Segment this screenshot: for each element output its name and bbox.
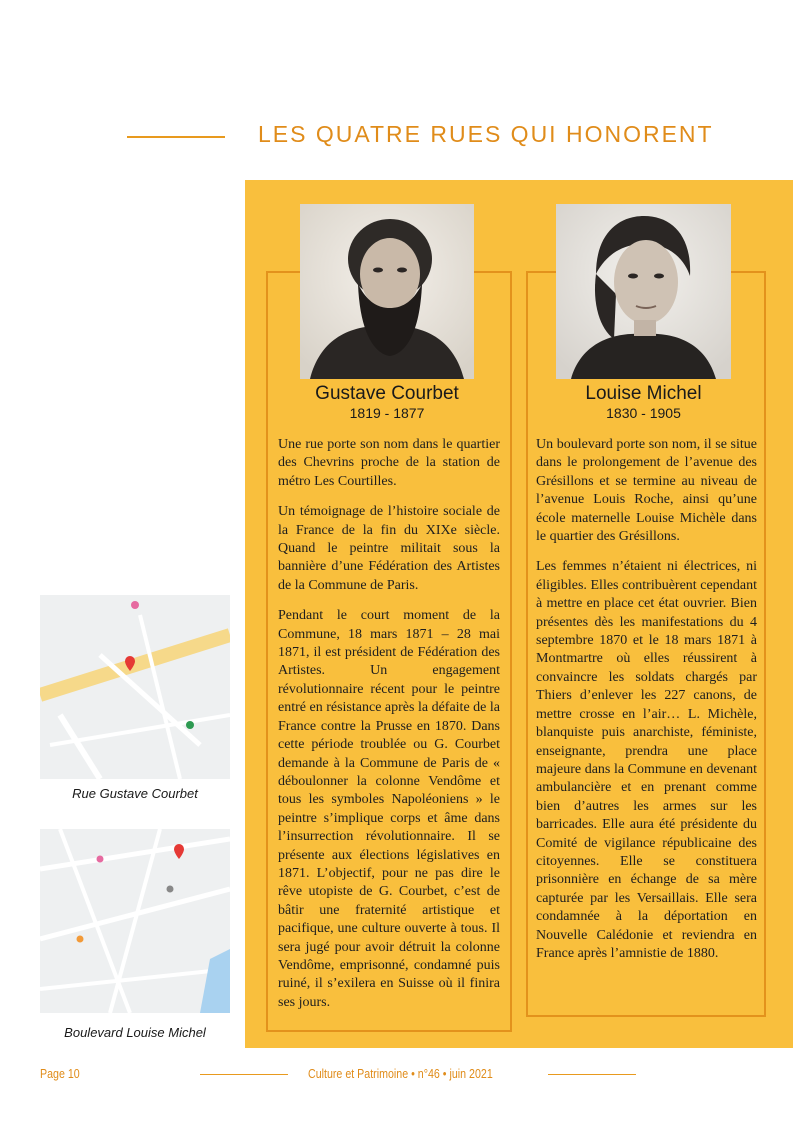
map2-caption: Boulevard Louise Michel [64,1025,206,1040]
page-title: LES QUATRE RUES QUI HONORENT [258,121,714,147]
map-poi-icon [131,601,139,609]
courbet-dates: 1819 - 1877 [349,405,425,421]
michel-text [536,436,757,975]
michel-paragraph: Les femmes n’étaient ni électrices, ni éligibles. Elles contribuèrent cependant à mettre en place cet état ouvrier. Bien présentes dès les manifestations du 4 septembre 1870 et le 18 mars 1871 à Montmartre où elles réussirent à convaincre les soldats chargés par Thiers d’enlever les 227 canons, de mettre crosse en l’air… L. Michèle, blanquiste puis anarchiste, féministe, enseignante, prendra une place majeure dans la Commune en devenant ambulancière et en prenant comme bien d’autres les armes sur les barricades. Elle aura été présidente du Comité de vigilance républicaine des citoyennes. Elle se constituera prisonnière en échange de sa mère capturée par les Versaillais. Elle sera condamnée à la déportation en Nouvelle Calédonie et reviendra en France après l’amnistie de 1880. [536,559,757,961]
map-poi-icon [186,721,194,729]
michel-name: Louise Michel [585,383,702,404]
map-poi-icon [77,936,84,943]
michel-portrait [556,204,731,379]
michel-paragraph: Un boulevard porte son nom, il se situe dans le prolongement de l’avenue des Grésillons et se termine au niveau de l’avenue Louis Roche, ainsi qu’une école maternelle Louise Michèle dans le quartier des Grésillons. [536,437,757,545]
footer-rule-right [548,1074,636,1075]
courbet-paragraph: Une rue porte son nom dans le quartier des Chevrins proche de la station de métro Les Courtilles. [278,437,500,489]
michel-dates: 1830 - 1905 [606,405,681,421]
header-rule [127,136,225,138]
publication-info: Culture et Patrimoine • n°46 • juin 2021 [308,1066,493,1081]
map-boulevard-louise-michel [40,829,230,1013]
courbet-paragraph: Un témoignage de l’histoire sociale de la France de la fin du XIXe siècle. Quand le peintre militait sous la bannière d’une Fédération des Artistes de la Commune de Paris. [278,504,500,593]
map-rue-gustave-courbet [40,595,230,779]
map-poi-icon [97,856,104,863]
map-poi-icon [167,886,174,893]
courbet-portrait [300,204,474,379]
footer-rule-left [200,1074,288,1075]
page-number: Page 10 [40,1066,80,1081]
courbet-name: Gustave Courbet [315,383,459,404]
map1-caption: Rue Gustave Courbet [72,786,198,801]
courbet-text [278,436,500,1024]
courbet-paragraph: Pendant le court moment de la Commune, 18 mars 1871 – 28 mai 1871, il est président de Fédération des Artistes. Un engagement révolutionnaire récent pour le peintre entré en résistance après la défaite de la France contre la Prusse en 1870. Dans cette période troublée ou G. Courbet demande à la Commune de Paris de « déboulonner la colonne Vendôme et tous les symboles Napoléoniens » le peintre s’implique corps et âme dans l’insurrection révolutionnaire. Il se présente aux élections législatives en 1871. L’objectif, pour ne pas dire le rêve utopiste de G. Courbet, c’est de bâtir une fraternité artistique et pacifique, une culture ouverte à tous. Il sera jugé pour avoir détruit la colonne Vendôme, emprisonné, condamné puis ruiné, il s’exilera en Suisse où il finira ses jours. [278,608,500,1010]
